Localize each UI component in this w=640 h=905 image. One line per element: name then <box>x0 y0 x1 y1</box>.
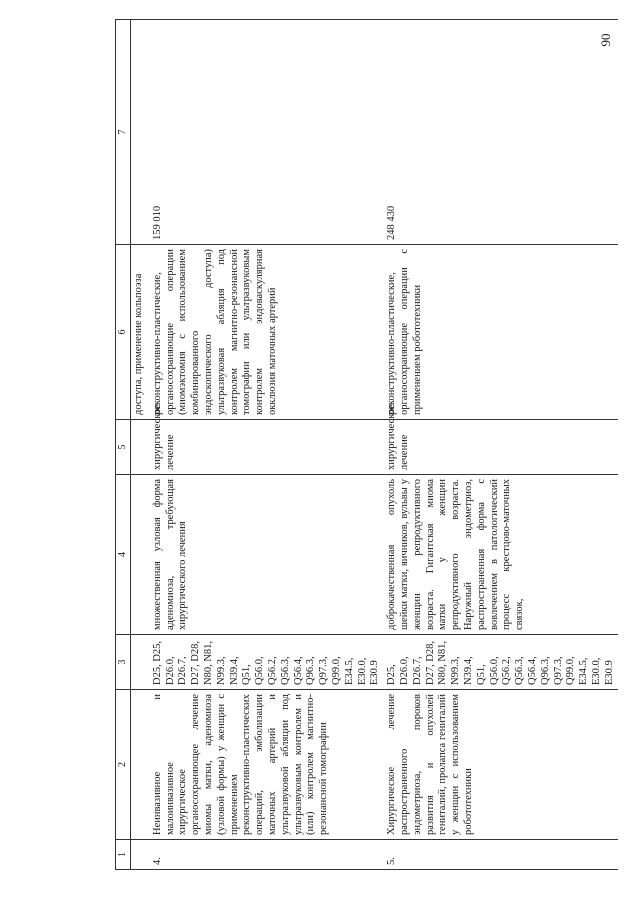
column-header: 6 <box>116 245 131 420</box>
column-header: 5 <box>116 420 131 475</box>
column-header: 2 <box>116 690 131 840</box>
method-cell: доступа, применение кольпоэза <box>131 245 150 420</box>
price: 248 430 <box>384 20 618 245</box>
treatment-type: хирургическое лечение <box>150 420 384 475</box>
column-number-row <box>116 20 131 870</box>
service-name: Хирургическое лечение распространенного эндометриоза, пороков развития и опухолей гениталий, пролапса гениталий у женщин с использованием робототехники <box>384 690 618 840</box>
table-row <box>150 20 384 870</box>
diagnosis-codes: D25, D26.0, D26.7, D27, D28, N80, N81, N99.3, N39.4, Q51, Q56.0, Q56.2, Q56.3, Q56.4, Q96.3, Q97.3, Q99.0, E34.5, E30.0, E30.9 <box>384 635 618 690</box>
treatment-method: реконструктивно-пластические, органосохраняющие операции с применением робототехники <box>384 245 618 420</box>
table-rotation-frame <box>115 20 615 870</box>
patient-model: доброкачественная опухоль шейки матки, яичников, вульвы у женщин репродуктивного возраста. Гигантская миома матки у женщин репродуктивного возраста. Наружный эндометриоз, распространенная форма с вовлечением в патологический процесс крестцово-маточных связок, <box>384 475 618 635</box>
price: 159 010 <box>150 20 384 245</box>
row-number: 4. <box>150 840 384 870</box>
table-row-continuation <box>131 20 150 870</box>
service-name: Неинвазивное и малоинвазивное хирургическое органосохраняющее лечение миомы матки, аденомиоза (узловой формы) у женщин с применением реконструктивно-пластических операций, эмболизации маточных артерий и ультразвуковой абляции под ультразвуковым контролем и (или) контролем магнитно-резонансной томографии <box>150 690 384 840</box>
services-table <box>115 19 618 870</box>
diagnosis-codes: D25, D25, D26.0, D26.7, D27, D28, N80, N81, N99.3, N39.4, Q51, Q56.0, Q56.2, Q56.3, Q56.4, Q96.3, Q97.3, Q99.0, E34.5, E30.0, E30.9 <box>150 635 384 690</box>
treatment-method: реконструктивно-пластические, органосохраняющие операции (миомэктомия с использованием комбинированного эндоскопического доступа) ультразвуковая абляция под контролем магнитно-резонансной томографии или ультразвуковым контролем эндоваскулярная окклюзия маточных артерий <box>150 245 384 420</box>
column-header: 1 <box>116 840 131 870</box>
column-header: 3 <box>116 635 131 690</box>
treatment-type: хирургическое лечение <box>384 420 618 475</box>
column-header: 4 <box>116 475 131 635</box>
rotated-table-container <box>115 20 615 870</box>
table-row <box>384 20 618 870</box>
row-number: 5. <box>384 840 618 870</box>
column-header: 7 <box>116 20 131 245</box>
page-number: 90 <box>598 33 613 47</box>
patient-model: множественная узловая форма аденомиоза, требующая хирургического лечения <box>150 475 384 635</box>
